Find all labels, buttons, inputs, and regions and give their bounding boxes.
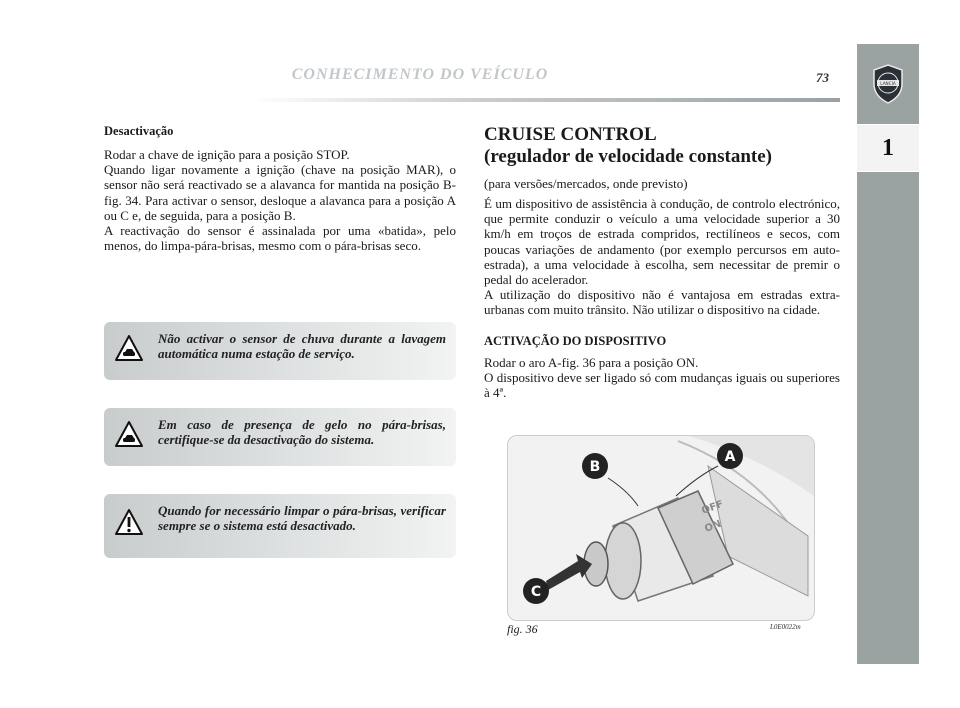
label-b: B <box>589 459 601 475</box>
warning-box-3 <box>104 494 456 558</box>
figure-code: L0E0022m <box>770 623 801 631</box>
cruise-control-subtitle: (para versões/mercados, onde previsto) <box>484 176 688 191</box>
section-number: 1 <box>882 135 894 161</box>
cruise-control-body: É um dispositivo de assistência à condução, de controlo electrónico, que permite conduzir o veículo a uma velocidade superior a 30 km/h em troços de estrada compridos, rectilíneos e secos, com poucas variações de andamento (por exemplo percursos em auto-estrada), a uma velocidade à escolha, sem necessitar de premir o pedal do acelerador. A utilização do dispositivo não é vantajosa em estradas extra-urbanas com muito trânsito. Não utilizar o dispositivo na cidade. <box>484 196 840 318</box>
ring-off-label: OFF <box>700 498 725 517</box>
svg-text:LANCIA: LANCIA <box>880 81 896 86</box>
lancia-shield-icon <box>872 64 904 104</box>
label-c: C <box>530 584 542 600</box>
exclamation-warning-triangle-icon <box>114 508 144 536</box>
label-a: A <box>724 449 736 465</box>
page-number: 73 <box>816 70 829 85</box>
section-number-box <box>857 124 919 172</box>
activation-body: Rodar o aro A-fig. 36 para a posição ON. O dispositivo deve ser ligado só com mudanças iguais ou superiores à 4ª. <box>484 354 840 401</box>
cruise-control-title: CRUISE CONTROL <box>484 124 657 145</box>
cruise-control-title-line2: (regulador de velocidade constante) <box>484 146 772 167</box>
left-column <box>104 124 456 253</box>
car-warning-triangle-icon <box>114 334 144 362</box>
cruise-lever-illustration <box>508 436 814 620</box>
ring-on-label: ON <box>703 518 723 535</box>
warning-box-2 <box>104 408 456 466</box>
side-logo <box>857 44 919 124</box>
car-warning-triangle-icon <box>114 420 144 448</box>
figure-cruise-lever <box>507 435 815 621</box>
warning-text-1: Não activar o sensor de chuva durante a lavagem automática numa estação de serviço. <box>158 331 446 361</box>
warning-box-1 <box>104 322 456 380</box>
activation-heading: ACTIVAÇÃO DO DISPOSITIVO <box>484 333 667 348</box>
right-column <box>484 124 840 400</box>
running-header-title: CONHECIMENTO DO VEÍCULO <box>291 66 549 83</box>
warning-text-3: Quando for necessário limpar o pára-brisas, verificar sempre se o sistema está desactivado. <box>158 503 446 533</box>
deactivation-body: Rodar a chave de ignição para a posição STOP. Quando ligar novamente a ignição (chave na posição MAR), o sensor não será reactivado se a alavanca for mantida na posição B-fig. 34. Para activar o sensor, desloque a alavanca para a posição A ou C e, de seguida, para a posição B. A reactivação do sensor é assinalada por uma «batida», pelo menos, do limpa-pára-brisas, mesmo com o pára-brisas seco. <box>104 147 456 254</box>
deactivation-heading: Desactivação <box>104 124 174 138</box>
warning-text-2: Em caso de presença de gelo no pára-brisas, certifique-se da desactivação do sistema. <box>158 417 446 447</box>
figure-caption: fig. 36 <box>507 622 538 636</box>
header-rule <box>250 98 840 102</box>
